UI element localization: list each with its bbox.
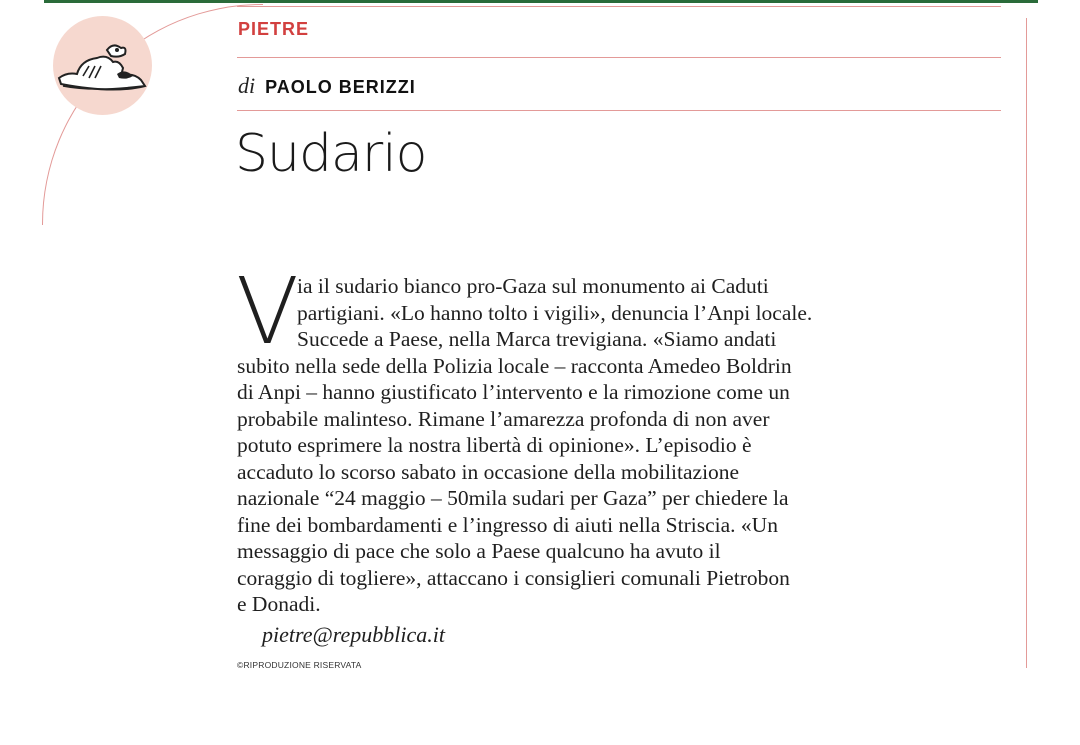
article-line: nazionale “24 maggio – 50mila sudari per Gaza” per chiedere la bbox=[237, 486, 789, 510]
top-border bbox=[44, 0, 1038, 3]
article-line: coraggio di togliere», attaccano i consiglieri comunali Pietrobon bbox=[237, 565, 790, 590]
article-line: subito nella sede della Polizia locale – racconta Amedeo Boldrin bbox=[237, 353, 792, 378]
article-line: e Donadi. bbox=[237, 592, 321, 616]
rule-top bbox=[237, 6, 1001, 7]
rule-after-byline bbox=[237, 110, 1001, 111]
article-line: messaggio di pace che solo a Paese qualcuno ha avuto il bbox=[237, 539, 721, 563]
headline: Sudario bbox=[235, 124, 427, 184]
article-line: potuto esprimere la nostra libertà di opinione». L’episodio è bbox=[237, 433, 752, 457]
article-line: fine dei bombardamenti e l’ingresso di aiuti nella Striscia. «Un bbox=[237, 512, 778, 537]
copyright-notice: ©RIPRODUZIONE RISERVATA bbox=[237, 660, 362, 670]
right-column-rule bbox=[1026, 18, 1027, 668]
byline bbox=[238, 73, 416, 99]
contact-email[interactable]: pietre@repubblica.it bbox=[262, 622, 445, 647]
article-line: probabile malinteso. Rimane l’amarezza profonda di non aver bbox=[237, 406, 770, 431]
byline-prefix: di bbox=[238, 73, 256, 98]
drop-cap: V bbox=[236, 258, 299, 365]
stones-icon bbox=[53, 16, 152, 115]
article-line: partigiani. «Lo hanno tolto i vigili», denuncia l’Anpi locale. bbox=[297, 300, 813, 325]
article-line: Succede a Paese, nella Marca trevigiana. «Siamo andati bbox=[297, 327, 777, 351]
article-body bbox=[237, 273, 1007, 618]
article-line: di Anpi – hanno giustificato l’intervento e la rimozione come un bbox=[237, 380, 790, 404]
author-name: PAOLO BERIZZI bbox=[265, 77, 416, 97]
article-line: ia il sudario bianco pro-Gaza sul monumento ai Caduti bbox=[297, 274, 769, 298]
section-label: PIETRE bbox=[238, 19, 310, 39]
rule-after-section bbox=[237, 57, 1001, 58]
article-line: accaduto lo scorso sabato in occasione della mobilitazione bbox=[237, 459, 740, 484]
